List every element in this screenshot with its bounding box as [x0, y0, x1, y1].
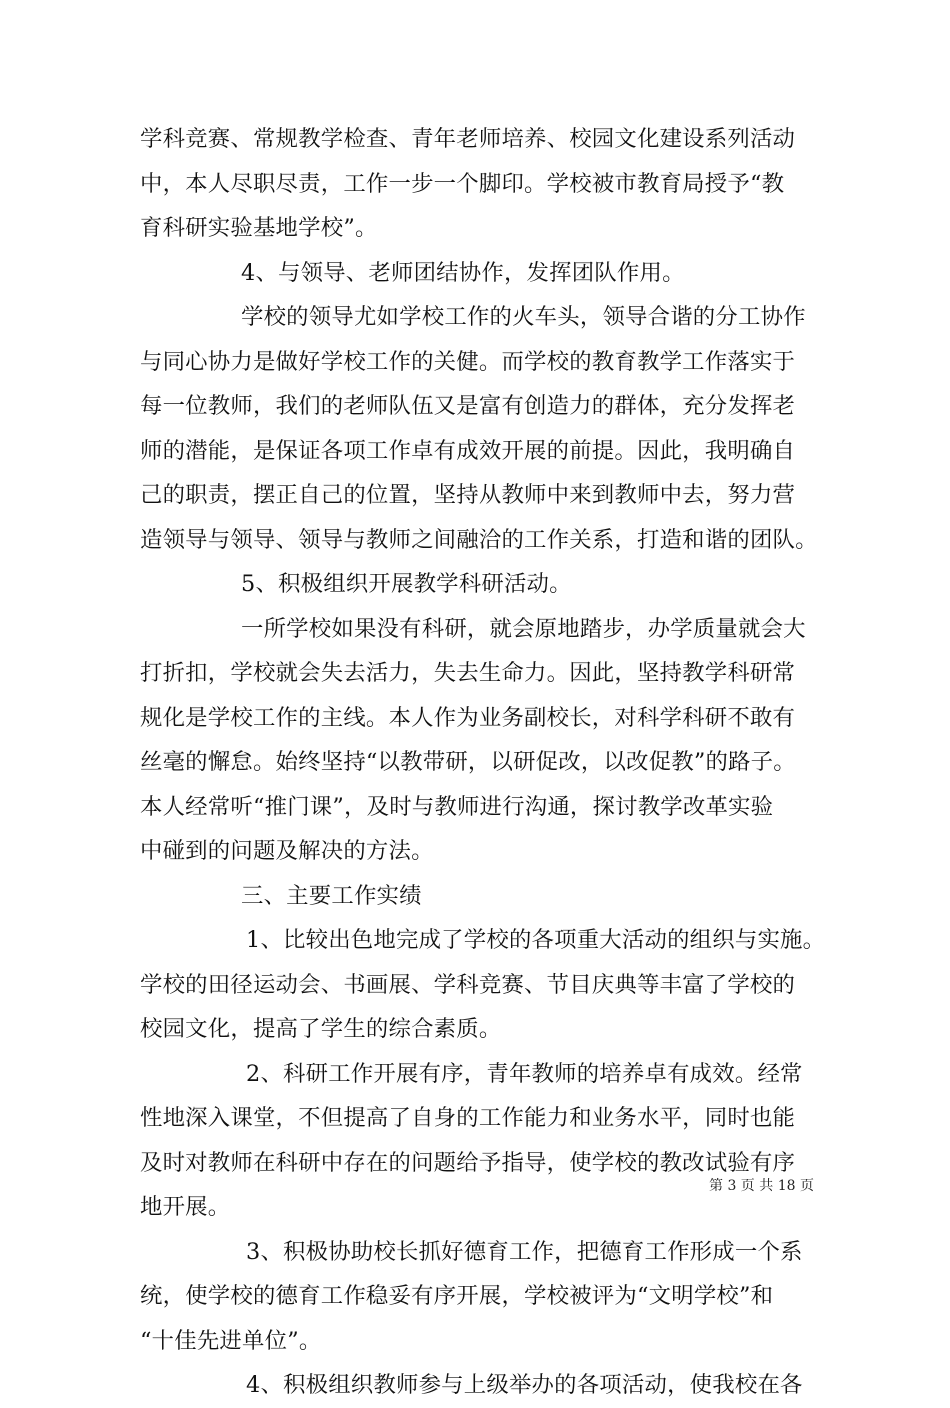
page-number-footer: 第 3 页 共 18 页	[709, 1178, 814, 1194]
text-line: 己的职责，摆正自己的位置，坚持从教师中来到教师中去，努力营	[140, 482, 796, 508]
text-line: 造领导与领导、领导与教师之间融洽的工作关系，打造和谐的团队。	[140, 526, 818, 553]
text-line: 打折扣，学校就会失去活力，失去生命力。因此，坚持教学科研常	[140, 660, 796, 686]
text-line: 性地深入课堂，不但提高了自身的工作能力和业务水平，同时也能	[140, 1105, 796, 1131]
paragraph-start: 一所学校如果没有科研，就会原地踏步，办学质量就会大	[241, 615, 806, 642]
text-line: “十佳先进单位”。	[140, 1327, 322, 1354]
section-heading: 5、积极组织开展教学科研活动。	[241, 571, 572, 597]
paragraph-start: 1、比较出色地完成了学校的各项重大活动的组织与实施。	[246, 927, 826, 953]
text-line: 规化是学校工作的主线。本人作为业务副校长，对科学科研不敢有	[140, 704, 796, 731]
text-line: 师的潜能，是保证各项工作卓有成效开展的前提。因此，我明确自	[140, 437, 796, 464]
paragraph-start: 4、积极组织教师参与上级举办的各项活动，使我校在各	[246, 1372, 803, 1398]
document-body	[140, 117, 826, 1408]
paragraph-start: 2、科研工作开展有序，青年教师的培养卓有成效。经常	[246, 1060, 803, 1087]
text-line: 校园文化，提高了学生的综合素质。	[140, 1016, 502, 1042]
paragraph-start: 3、积极协助校长抓好德育工作，把德育工作形成一个系	[246, 1238, 803, 1265]
text-line: 中，本人尽职尽责，工作一步一个脚印。学校被市教育局授予“教	[140, 170, 785, 197]
text-line: 学科竞赛、常规教学检查、青年老师培养、校园文化建设系列活动	[140, 126, 796, 152]
text-line: 中碰到的问题及解决的方法。	[140, 838, 434, 864]
text-line: 与同心协力是做好学校工作的关健。而学校的教育教学工作落实于	[140, 348, 796, 375]
text-line: 学校的田径运动会、书画展、学科竞赛、节目庆典等丰富了学校的	[140, 971, 796, 998]
text-line: 每一位教师，我们的老师队伍又是富有创造力的群体，充分发挥老	[140, 393, 796, 419]
text-line: 本人经常听“推门课”，及时与教师进行沟通，探讨教学改革实验	[140, 793, 774, 820]
section-heading: 4、与领导、老师团结协作，发挥团队作用。	[241, 259, 685, 286]
paragraph-start: 学校的领导尤如学校工作的火车头，领导合谐的分工协作	[241, 304, 806, 330]
text-line: 丝毫的懈怠。始终坚持“以教带研，以研促改，以改促教”的路子。	[140, 749, 796, 775]
text-line: 及时对教师在科研中存在的问题给予指导，使学校的教改试验有序	[140, 1149, 796, 1176]
section-heading: 三、主要工作实绩	[241, 882, 422, 909]
text-line: 地开展。	[140, 1194, 231, 1220]
text-line: 统，使学校的德育工作稳妥有序开展，学校被评为“文明学校”和	[140, 1283, 774, 1309]
text-line: 育科研实验基地学校”。	[140, 215, 378, 241]
